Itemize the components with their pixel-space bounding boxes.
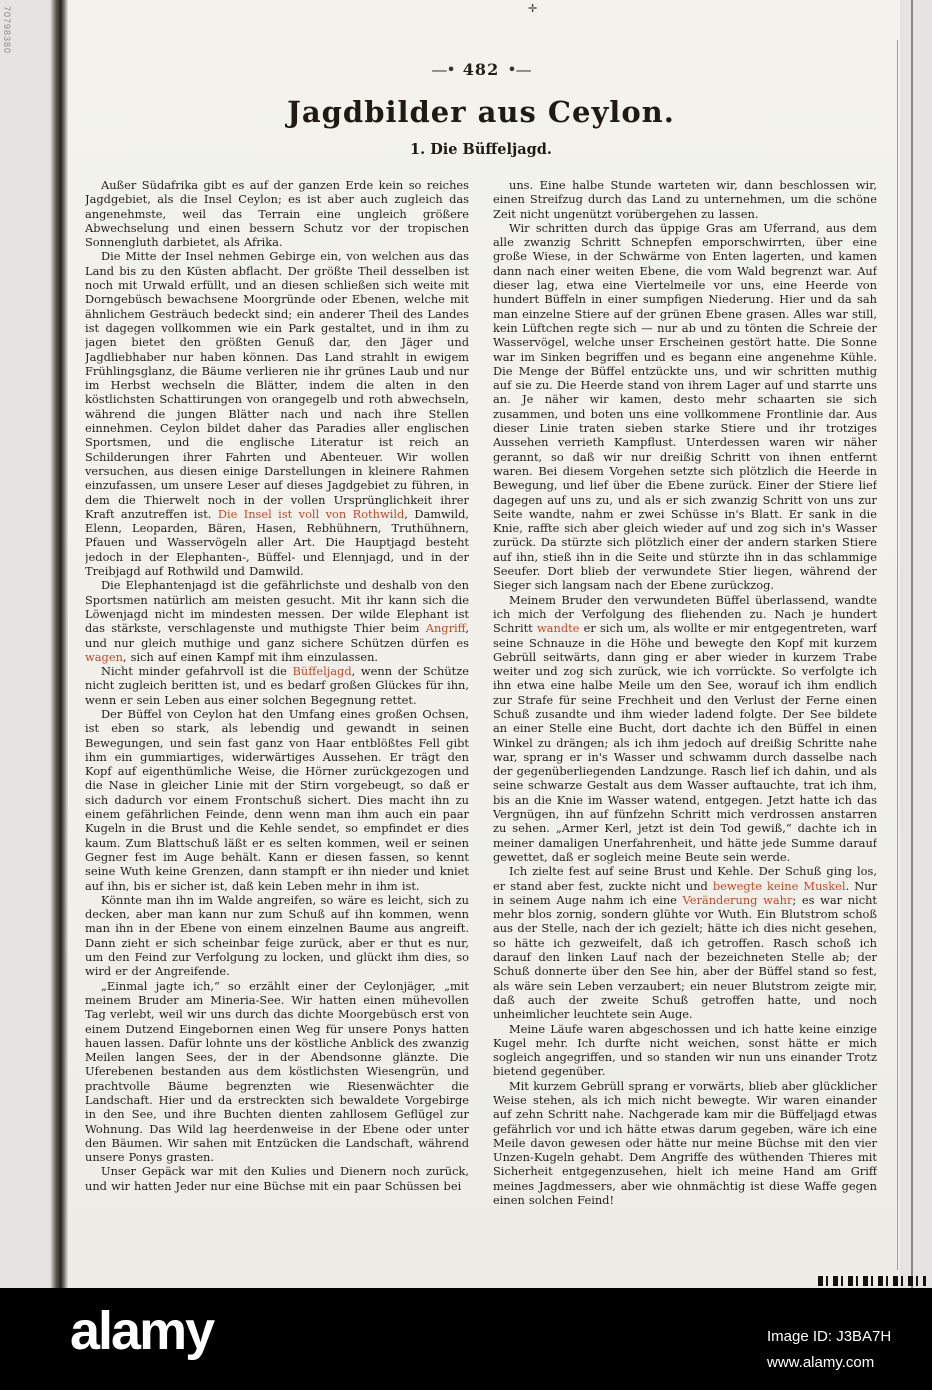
body-text: . Nur in seinem Auge nahm ich eine xyxy=(493,878,877,907)
body-text: er sich um, als wollte er mir entgegentreten, warf seine Schnauze in die Höhe und bewegte den Kopf mit kurzem Gebrüll seitwärts, dann ging er aber wieder in kurzem Trabe weiter und zog sich zurück, wie ich vorrückte. So verfolgte ich ihn etwa eine halbe Meile um den See, worauf ich ihm endlich zur Strafe für seine Frechheit und den Verlust der Ferne einen Schuß zusandte und ihm wieder ladend folgte. Der See bildete an einer Stelle eine Bucht, dort dachte ich den Büffel in einen Winkel zu drängen; als ich ihm jedoch auf dreißig Schritte nahe war, sprang er in's Wasser und schwamm durch dasselbe nach der gegenüberliegenden Landzunge. Rasch lief ich dahin, und als seine schwarze Gestalt aus dem Wasser auftauchte, trat ich ihm, bis an die Knie im Wasser watend, entgegen. Jetzt hatte ich das Vergnügen, ihn auf fünfzehn Schritt mich verdrossen anstarren zu sehen. „Armer Kerl, jetzt ist dein Tod gewiß,“ dachte ich in meiner damaligen Unerfahrenheit, und hätte jede Summe darauf gewettet, daß er sogleich meine Beute sein werde. xyxy=(493,621,877,864)
body-text: Der Büffel von Ceylon hat den Umfang eines großen Ochsen, ist eben so stark, als lebendig und gewandt in seinen Bewegungen, und sein fast ganz von Haar entblößtes Fell gibt ihm ein gummiartiges, widerwärtiges Aussehen. Er trägt den Kopf auf eigenthümliche Weise, die Hörner zurückgezogen und die Nase in gleicher Linie mit der Stirn vorgebeugt, so daß er sich dadurch vor einem Frontschuß sichert. Dies macht ihn zu einem gefährlichen Feinde, denn wenn man ihm auch ein paar Kugeln in die Brust und die Kehle sendet, so empfindet er dies kaum. Zum Blattschuß läßt er es selten kommen, weil er seinen Gegner fest im Auge behält. Kann er diesen fassen, so kennt seine Wuth keine Grenzen, dann stampft er ihn nieder und kniet auf ihn, bis er sicher ist, daß kein Leben mehr in ihm ist. xyxy=(85,706,469,893)
alamy-logo: alamy xyxy=(70,1301,214,1361)
ornament-left: —• xyxy=(431,60,455,79)
body-text: , und nur gleich muthige und ganz sichere Schützen dürfen es xyxy=(85,621,469,650)
paragraph xyxy=(85,249,469,578)
body-text: Nicht minder gefahrvoll ist die xyxy=(101,664,293,679)
image-id-line xyxy=(767,1324,891,1350)
body-text: , sich auf einen Kampf mit ihm einzulassen. xyxy=(122,649,379,664)
page-number-line xyxy=(85,60,877,79)
paragraph xyxy=(493,593,877,865)
book-gutter-shadow xyxy=(50,0,68,1288)
paragraph xyxy=(85,979,469,1165)
body-text: Außer Südafrika gibt es auf der ganzen Erde kein so reiches Jagdgebiet, als die Insel Ceylon; es ist aber auch zugleich das angenehmste, weil das Terrain eine ungleich größere Abwechselung und einen bessern Schutz vor der tropischen Sonnengluth darbietet, als Afrika. xyxy=(85,178,469,250)
highlighted-text: wandte xyxy=(536,621,580,636)
body-text: Wir schritten durch das üppige Gras am Uferrand, aus dem alle zwanzig Schritt Schnepfen emporschwirrten, über eine große Wiese, in der Schwärme von Enten lagerten, und kamen dann nach einer weiten Ebene, die vom Wald begrenzt war. Auf dieser lag, etwa eine Viertelmeile vor uns, eine Heerde von hundert Büffeln in einer sumpfigen Niederung. Hier und da sah man einzelne Stiere auf der grünen Ebene grasen. Alles war still, kein Lüftchen regte sich — nur ab und zu tönten die Schreie der Wasservögel, welche unser Erscheinen gestört hatte. Die Sonne war im Sinken begriffen und es begann eine angenehme Kühle. Die Menge der Büffel entzückte uns, und wir schritten muthig auf sie zu. Die Heerde stand von ihrem Lager auf und starrte uns an. Je näher wir kamen, desto mehr schaarten sie sich zusammen, und boten uns eine vollkommene Frontlinie dar. Aus dieser Linie traten sieben starke Stiere und ihr trotziges Aussehen verrieth Kampflust. Unterdessen waren wir näher gerannt, so daß wir nur dreißig Schritt von ihnen entfernt waren. Bei diesem Vorgehen setzte sich plötzlich die Heerde in Bewegung, und lief über die Ebene zurück. Einer der Stiere lief dagegen auf uns zu, und als er sich zwanzig Schritt von uns zur Seite wandte, nahm er zwei Schüsse in's Blatt. Er sank in die Knie, raffte sich aber gleich wieder auf und zog sich in's Wasser zurück. Da stürzte sich plötzlich einer der andern starken Stiere auf ihn, stieß ihn in die Seite und stürzte ihn in das schlammige Seeufer. Dort blieb der verwundete Stier liegen, während der Sieger sich langsam nach der Ebene zurückzog. xyxy=(493,220,877,593)
highlighted-text: Die Insel ist voll von Rothwild xyxy=(217,506,405,521)
paragraph xyxy=(493,1022,877,1079)
body-text: Mit kurzem Gebrüll sprang er vorwärts, blieb aber glücklicher Weise stehen, als ich mich nicht bewegte. Wir waren einander auf zehn Schritt nahe. Nachgerade kam mir die Büffeljagd etwas gefährlich vor und ich hätte etwas darum gegeben, wäre ich eine Meile davon gewesen oder hätte nur meine Büchse mit den vier Unzen-Kugeln gehabt. Dem Angriffe des wüthenden Thieres mit Sicherheit entgegenzusehen, hielt ich meine Hand am Griff meines Jagdmessers, aber wie ohnmächtig ist diese Waffe gegen einen solchen Feind! xyxy=(493,1078,877,1208)
paragraph xyxy=(85,578,469,664)
paragraph xyxy=(493,221,877,593)
registration-mark: ✛ xyxy=(528,2,538,15)
paragraph xyxy=(493,178,877,221)
body-text: Könnte man ihn im Walde angreifen, so wäre es leicht, sich zu decken, aber man kann nur zum Schuß auf ihn kommen, wenn man ihn in der Ebene von einem einzelnen Baume aus angreift. Dann zieht er sich scheinbar feige zurück, aber er thut es nur, um den Feind zur Verfolgung zu locken, und glückt ihm dies, so wird er der Angreifende. xyxy=(85,892,469,979)
paragraph xyxy=(85,178,469,249)
right-column xyxy=(493,178,877,1260)
body-text: Ich zielte fest auf seine Brust und Kehle. Der Schuß ging los, er stand aber fest, zuckte nicht und xyxy=(493,864,877,893)
body-text: Die Elephantenjagd ist die gefährlichste und deshalb von den Sportsmen natürlich am meisten gesucht. Mit ihr kann sich die Löwenjagd nicht im mindesten messen. Der wilde Elephant ist das stärkste, verschlagenste und muthigste Thier beim xyxy=(85,578,469,636)
image-id-value: J3BA7H xyxy=(836,1328,892,1345)
highlighted-text: wagen xyxy=(85,649,123,664)
page-edge-line xyxy=(897,40,898,1270)
page-edge-line xyxy=(911,0,913,1288)
body-text: uns. Eine halbe Stunde warteten wir, dann beschlossen wir, einen Streifzug durch das Land zu unternehmen, um die schöne Zeit nicht ungenützt vorübergehen zu lassen. xyxy=(493,178,877,221)
highlighted-text: bewegte keine Muskel xyxy=(712,878,846,893)
highlighted-text: Angriff xyxy=(425,621,466,636)
paragraph xyxy=(85,707,469,893)
body-text: ; es war nicht mehr blos zornig, sondern glühte vor Wuth. Ein Blutstrom schoß aus der Stelle, nach der ich gezielt; hätte ich dies nicht gesehen, so hätte ich gezweifelt, daß ich getroffen. Rasch schoß ich darauf den linken Lauf nach der bezeichneten Stelle ab; der Schuß donnerte über den See hin, aber der Büffel stand so fest, als wäre sein Leben verzaubert; ein neuer Blutstrom zeigte mir, daß auch der zweite Schuß getroffen hatte, und noch unheimlicher leuchtete sein Auge. xyxy=(493,892,877,1022)
page-header xyxy=(85,60,877,158)
image-id-label: Image ID: xyxy=(767,1328,833,1345)
body-text: „Einmal jagte ich,“ so erzählt einer der Ceylonjäger, „mit meinem Bruder am Mineria-See. Wir hatten einen mühevollen Tag verlebt, weil wir uns durch das dichte Moorgebüsch erst von einem Dutzend Eingebornen einen Weg für unsere Ponys hatten hauen lassen. Dafür lohnte uns der köstliche Anblick des zwanzig Meilen langen Sees, der in der Abendsonne glänzte. Die Uferebenen bestanden aus dem köstlichsten Wiesengrün, und prachtvolle Bäume begrenzten wie Riesenwächter die Landschaft. Hier und da erstreckten sich bewaldete Vorgebirge in den See, und ihre Buchten dienten zahllosem Geflügel zur Wohnung. Das Wild lag heerdenweise in der Ebene oder unter den Bäumen. Wir sahen mit Entzücken die Landschaft, während unsere Ponys grasten. xyxy=(85,978,469,1165)
body-text: Die Mitte der Insel nehmen Gebirge ein, von welchen aus das Land bis zu den Küsten abflacht. Der größte Theil desselben ist noch mit Urwald erfüllt, und an diesen schließen sich weite mit Dorngebüsch bewachsene Moorgründe oder Ebenen, welche mit ähnlichem Gesträuch bedeckt sind; ein anderer Theil des Landes ist dagegen vollkommen wie ein Park gestaltet, und in ihm zu jagen bietet den größten Genuß dar, den Jäger und Jagdliebhaber nur haben können. Das Land strahlt in ewigem Frühlingsglanz, die Bäume verlieren nie ihr grünes Laub und nur im Herbst wechseln die Blätter, indem die alten in den köstlichsten Schattirungen von orangegelb und roth abwechseln, während die jungen Blätter nach und nach ihre Stellen einnehmen. Ceylon bildet daher das Paradies aller englischen Sportsmen, und die englische Literatur ist reich an Schilderungen ihrer Fahrten und Abenteuer. Wir wollen versuchen, aus diesen einige Darstellungen in kleinere Rahmen einzufassen, um unsere Leser auf dieses Jagdgebiet zu führen, in dem die Thierwelt noch in der vollen Ursprünglichkeit ihrer Kraft anzutreffen ist. xyxy=(85,249,469,521)
barcode xyxy=(818,1276,926,1286)
highlighted-text: Büffeljagd xyxy=(292,664,352,679)
body-text: , wenn der Schütze nicht zugleich beritten ist, und es bedarf großen Glückes für ihn, wenn er sein Leben aus einer solchen Begegnung rettet. xyxy=(85,664,469,707)
image-metadata xyxy=(767,1324,891,1376)
paragraph xyxy=(85,893,469,979)
paragraph xyxy=(85,664,469,707)
body-text: , Damwild, Elenn, Leoparden, Bären, Hasen, Rebhühnern, Truthühnern, Pfauen und Wasservögeln aller Art. Die Hauptjagd besteht jedoch in der Elephanten-, Büffel- und Elennjagd, und in der Treibjagd auf Rothwild und Damwild. xyxy=(85,506,469,579)
left-column xyxy=(85,178,469,1260)
ornament-right: •— xyxy=(507,60,531,79)
alamy-url: www.alamy.com xyxy=(767,1354,875,1371)
paragraph xyxy=(85,1164,469,1193)
section-heading: 1. Die Büffeljagd. xyxy=(410,141,552,158)
body-text: Meinem Bruder den verwundeten Büffel überlassend, wandte ich mich der Verfolgung des fliehenden zu. Nach je hundert Schritt xyxy=(493,592,877,636)
paragraph xyxy=(493,864,877,1021)
two-column-body xyxy=(85,178,877,1260)
body-text: Unser Gepäck war mit den Kulies und Dienern noch zurück, und wir hatten Jeder nur eine Büchse mit ein paar Schüssen bei xyxy=(85,1164,469,1193)
alamy-footer-bar xyxy=(0,1288,932,1390)
body-text: Meine Läufe waren abgeschossen und ich hatte keine einzige Kugel mehr. Ich durfte nicht weichen, sonst hätte er mich sogleich angegriffen, und so standen wir nun uns einander Trotz bietend gegenüber. xyxy=(493,1021,877,1079)
page-number: 482 xyxy=(462,60,500,79)
highlighted-text: Veränderung wahr xyxy=(682,892,793,907)
paragraph xyxy=(493,1079,877,1208)
article-title: Jagdbilder aus Ceylon. xyxy=(287,95,675,129)
scan-reference-number: 70798380 xyxy=(2,6,12,55)
